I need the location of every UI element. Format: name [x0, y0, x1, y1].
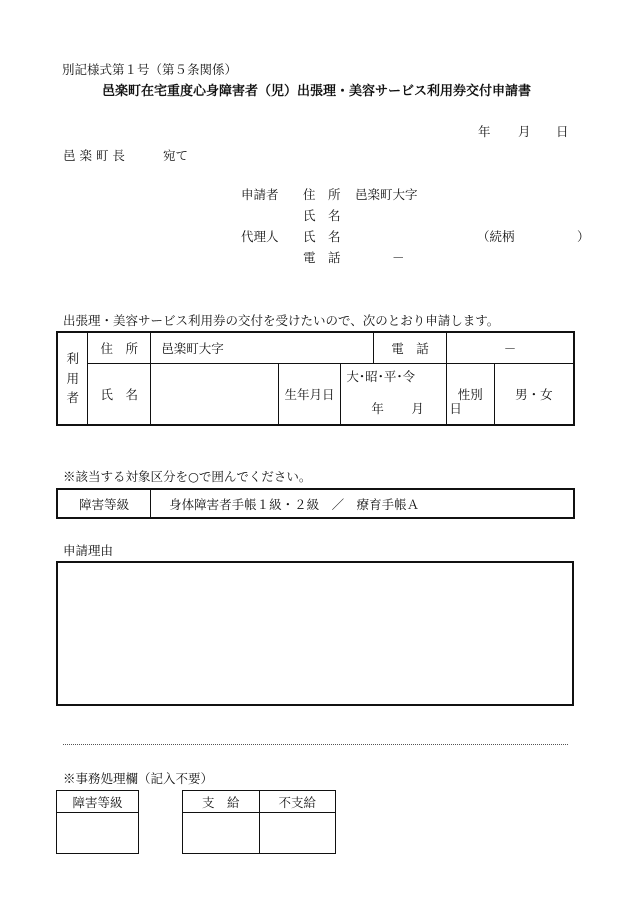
user-address-field[interactable]: 邑楽町大字: [151, 332, 374, 363]
category-table: [56, 488, 575, 519]
birth-year-label: 年: [371, 400, 384, 416]
agent-phone-value[interactable]: －: [392, 250, 405, 265]
category-options[interactable]: 身体障害者手帳１級・２級 ／ 療育手帳Ａ: [151, 489, 574, 518]
office-pay-field: [183, 813, 260, 854]
addressee-name: 邑 楽 町 長: [63, 148, 125, 163]
date-day-label: 日: [556, 124, 569, 139]
user-address-label: 住 所: [88, 332, 151, 363]
category-note: ※該当する対象区分を○で囲んでください。: [63, 469, 312, 484]
reason-textarea[interactable]: [56, 561, 574, 706]
office-label: ※事務処理欄（記入不要）: [63, 771, 214, 786]
office-pay-table: [182, 790, 336, 854]
form-number: 別記様式第１号（第５条関係）: [62, 62, 238, 77]
office-grade-field: [57, 813, 139, 854]
user-gender-options[interactable]: 男・女: [494, 363, 574, 425]
category-label: 障害等級: [57, 489, 151, 518]
office-nopay-field: [259, 813, 335, 854]
dotted-divider: [63, 744, 568, 745]
birth-month-label: 月: [411, 400, 424, 416]
user-birth-label: 生年月日: [278, 363, 341, 425]
request-text: 出張理・美容サービス利用券の交付を受けたいので、次のとおり申請します。: [63, 313, 500, 328]
office-nopay-label: 不支給: [259, 791, 335, 813]
applicant-address-value[interactable]: 邑楽町大字: [355, 187, 418, 202]
form-title: 邑楽町在宅重度心身障害者（児）出張理・美容サービス利用券交付申請書: [102, 84, 532, 99]
reason-label: 申請理由: [63, 543, 114, 558]
agent-phone-label: 電 話: [303, 250, 341, 265]
birth-day-label: 日: [449, 400, 462, 416]
office-grade-table: [56, 790, 139, 854]
user-name-field[interactable]: [151, 363, 278, 425]
user-phone-field[interactable]: －: [446, 332, 574, 363]
user-name-label: 氏 名: [88, 363, 151, 425]
addressee-suffix: 宛て: [163, 148, 189, 163]
office-grade-label: 障害等級: [57, 791, 139, 813]
user-side-label: 利 用 者: [57, 332, 88, 425]
office-pay-label: 支 給: [183, 791, 260, 813]
user-gender-label: 性別: [446, 363, 494, 425]
date-month-label: 月: [518, 124, 531, 139]
agent-label: 代理人: [241, 229, 279, 244]
user-phone-label: 電 話: [374, 332, 447, 363]
applicant-label: 申請者: [241, 187, 279, 202]
user-table: [56, 331, 575, 426]
agent-relation: （続柄 ）: [477, 229, 590, 244]
birth-era-options: 大･昭･平･令: [346, 368, 416, 384]
applicant-address-label: 住 所: [303, 187, 341, 202]
date-year-label: 年: [478, 124, 491, 139]
agent-name-label: 氏 名: [303, 229, 341, 244]
applicant-name-label: 氏 名: [303, 208, 341, 223]
user-birth-field[interactable]: [341, 363, 462, 425]
